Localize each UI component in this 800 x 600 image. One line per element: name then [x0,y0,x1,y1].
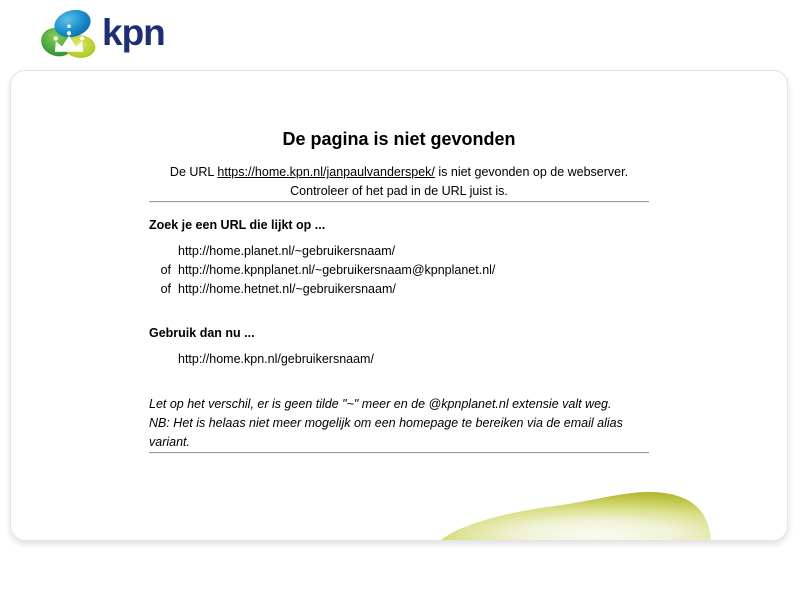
use-now-prefix [149,350,171,369]
nb-note: NB: Het is helaas niet meer mogelijk om een homepage te bereiken via de email alias variant. [149,416,623,449]
suggestion-prefix: of [160,263,171,277]
intro-suffix: is niet gevonden op de webserver. [434,165,629,179]
page-title: De pagina is niet gevonden [282,129,516,149]
suggestion-url: http://home.hetnet.nl/~gebruikersnaam/ [178,282,396,296]
intro-prefix: De URL [169,165,218,179]
suggestion-row [149,261,649,280]
use-now-row [149,350,649,369]
intro-text [149,163,649,201]
use-now-url: http://home.kpn.nl/gebruikersnaam/ [178,352,374,366]
suggestion-url: http://home.planet.nl/~gebruikersnaam/ [178,244,396,258]
intro-line2: Controleer of het pad in de URL juist is. [290,184,508,198]
requested-url-link[interactable]: https://home.kpn.nl/janpaulvanderspek/ [217,165,435,179]
suggestion-prefix: of [160,282,171,296]
kpn-logo[interactable] [40,8,165,62]
use-now-heading: Gebruik dan nu ... [149,326,255,340]
suggestion-row [149,242,649,261]
divider-top [149,201,649,203]
error-content [149,128,649,454]
tilde-note: Let op het verschil, er is geen tilde "~" meer en de @kpnplanet.nl extensie valt weg. [149,397,612,411]
kpn-logo-text: kpn [102,11,165,53]
decorative-blob [437,487,717,541]
kpn-crown-icon [40,8,98,62]
divider-bottom [149,452,649,454]
page-header [0,0,800,70]
suggestion-url: http://home.kpnplanet.nl/~gebruikersnaam@kpnplanet.nl/ [178,263,496,277]
suggestion-row [149,280,649,299]
suggestion-prefix [149,242,171,261]
error-card [10,70,788,541]
suggestions-heading: Zoek je een URL die lijkt op ... [149,218,326,232]
